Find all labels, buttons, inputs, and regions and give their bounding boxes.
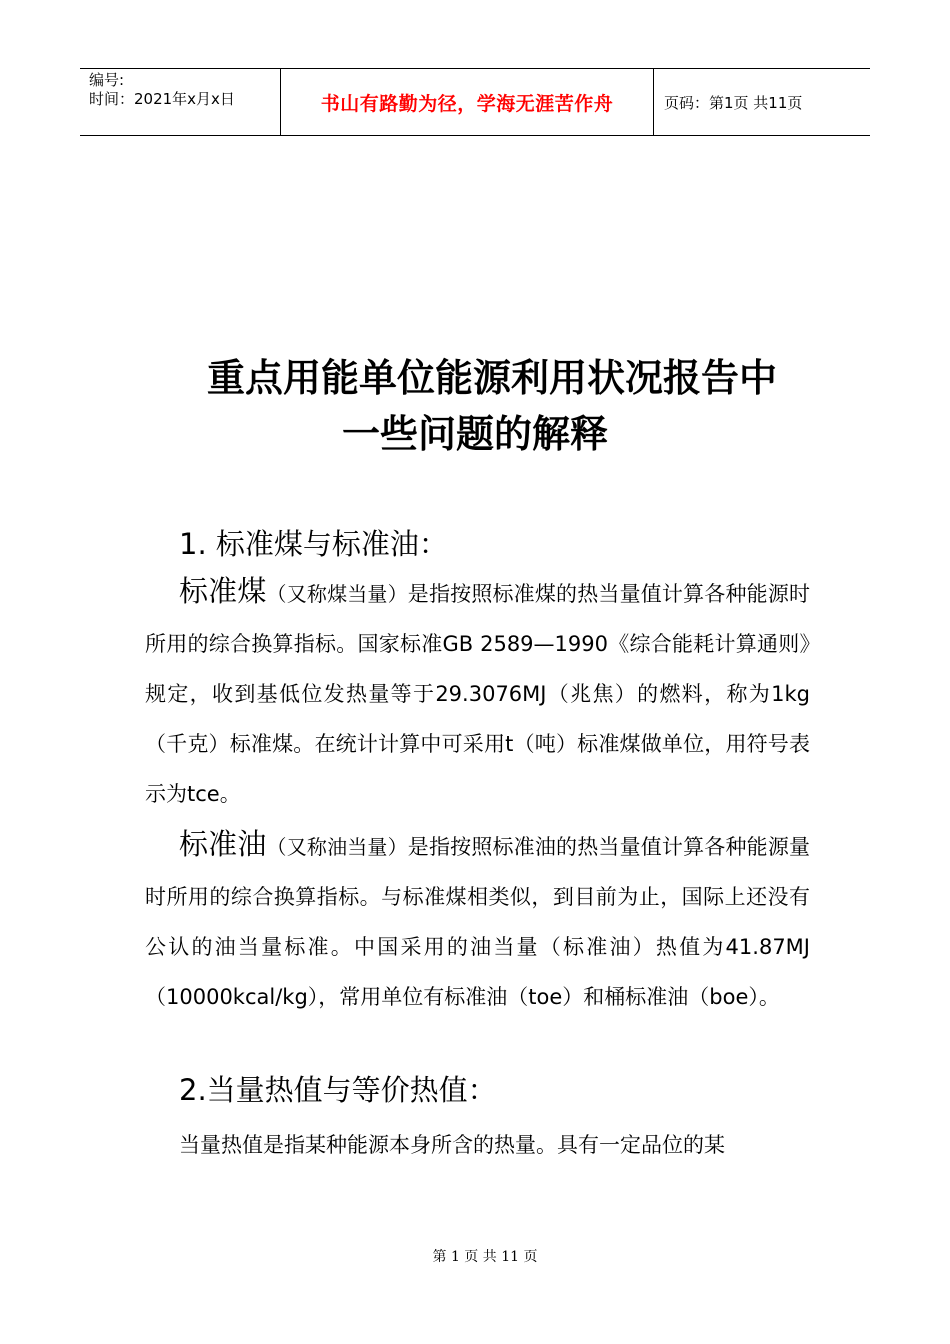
title-line-1: 重点用能单位能源利用状况报告中 — [206, 356, 777, 400]
time-label: 时间：2021年x月x日 — [89, 90, 235, 108]
section-2-paragraph-1: 当量热值是指某种能源本身所含的热量。具有一定品位的某 — [179, 1133, 725, 1157]
term-standard-coal-alias: （又称煤当量） — [266, 582, 408, 606]
header-page-info: 页码：第1页 共11页 — [664, 93, 803, 112]
section-1-paragraph-1 — [145, 566, 810, 819]
term-standard-coal: 标准煤 — [179, 574, 267, 608]
section-1-heading: 1. 标准煤与标准油： — [179, 527, 448, 561]
header-meta-cell — [80, 69, 281, 135]
paragraph-text: 是指按照标准油的热当量值计算各种能源量时所用的综合换算指标。与标准煤相类似，到目前为止，国际上还没有公认的油当量标准。中国采用的油当量（标准油）热值为41.87MJ（10000kcal/kg），常用单位有标准油（toe）和桶标准油（boe）。 — [145, 835, 810, 1009]
term-standard-oil: 标准油 — [179, 827, 267, 861]
document-title — [0, 350, 950, 462]
title-line-2: 一些问题的解释 — [341, 412, 608, 456]
header-motto: 书山有路勤为径，学海无涯苦作舟 — [281, 69, 654, 135]
number-label: 编号: — [89, 71, 125, 89]
paragraph-text: 是指按照标准煤的热当量值计算各种能源时所用的综合换算指标。国家标准GB 2589—1990《综合能耗计算通则》规定，收到基低位发热量等于29.3076MJ（兆焦）的燃料，称为1kg（千克）标准煤。在统计计算中可采用t（吨）标准煤做单位，用符号表示为tce。 — [145, 582, 810, 806]
page-footer: 第 1 页 共 11 页 — [432, 1249, 538, 1265]
section-1-paragraph-2 — [145, 819, 810, 1022]
term-standard-oil-alias: （又称油当量） — [266, 835, 408, 859]
section-2-heading: 2.当量热值与等价热值： — [179, 1073, 497, 1107]
document-body — [145, 522, 810, 1170]
document-header — [80, 68, 870, 136]
